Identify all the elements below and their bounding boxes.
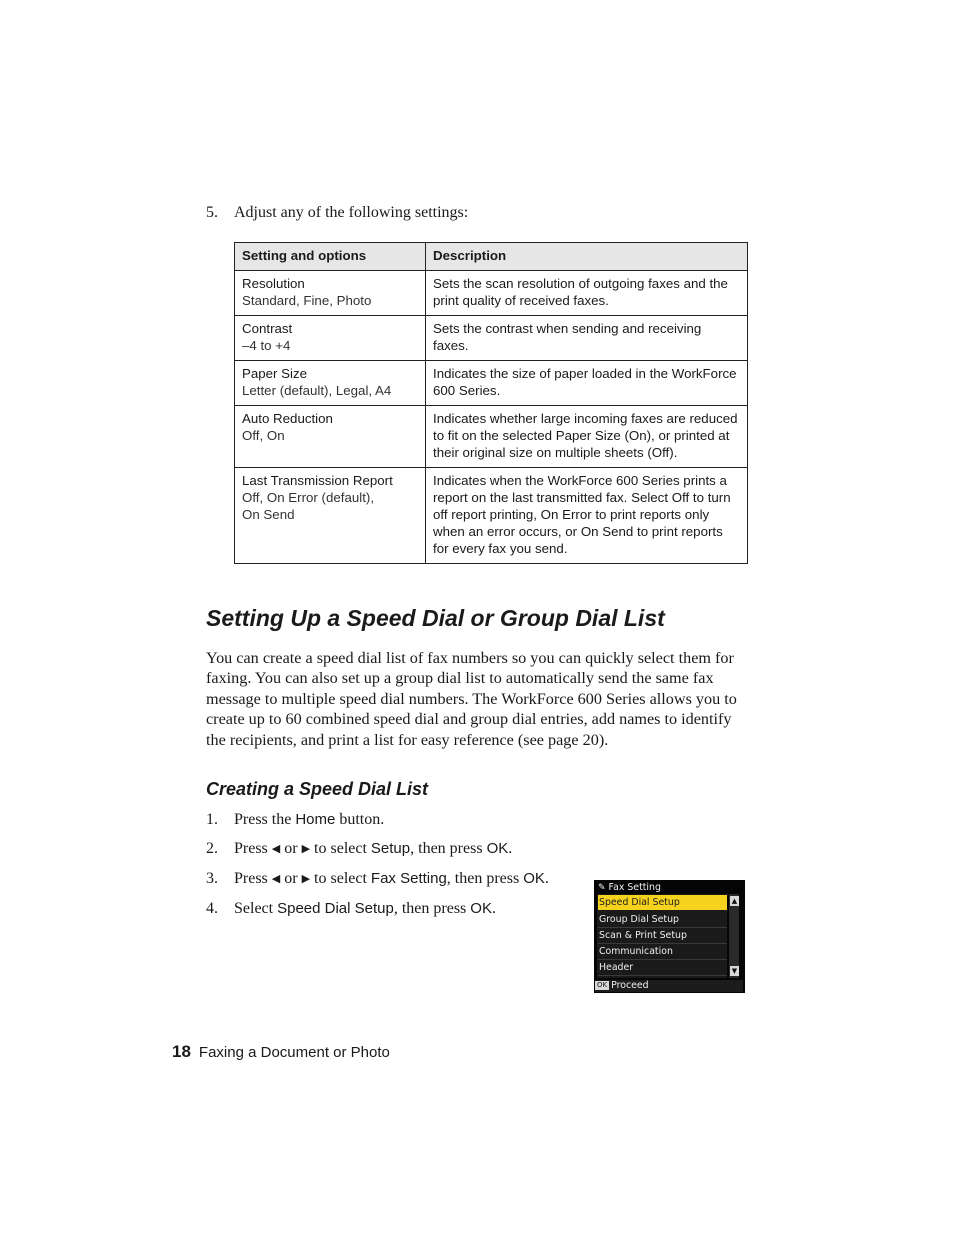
- description-cell: Sets the scan resolution of outgoing faxes and the print quality of received faxes.: [426, 271, 748, 316]
- option-term: On Send: [580, 524, 634, 539]
- setting-cell: [235, 316, 426, 361]
- right-arrow-icon: ▶: [301, 873, 311, 885]
- table-row: [235, 468, 748, 564]
- description-cell: Sets the contrast when sending and receiving faxes.: [426, 316, 748, 361]
- menu-name-fax-setting: Fax Setting: [370, 870, 447, 887]
- setting-options: Standard, Fine, Photo: [242, 293, 372, 308]
- description-cell: [426, 406, 748, 468]
- setting-name: Paper Size: [242, 366, 308, 381]
- step-text: to select: [310, 840, 371, 857]
- ok-button-icon[interactable]: OK: [597, 981, 608, 989]
- description-text: to turn off report printing,: [433, 490, 731, 522]
- option-term: Off: [651, 445, 670, 460]
- setting-options: Off, On: [242, 428, 285, 443]
- setting-name: Auto Reduction: [242, 411, 333, 426]
- step-2: [206, 840, 512, 858]
- button-name-ok: OK: [486, 840, 509, 857]
- step-number: 2.: [206, 840, 218, 857]
- option-term: On: [628, 428, 647, 443]
- step-text: or: [280, 870, 302, 887]
- step-1: [206, 811, 384, 829]
- button-name-ok: OK: [523, 870, 545, 887]
- lcd-menu-item-speed-dial-setup[interactable]: Speed Dial Setup: [598, 895, 727, 910]
- step-number: 4.: [206, 900, 218, 917]
- lcd-footer: [595, 980, 743, 992]
- setting-cell: [235, 271, 426, 316]
- setting-options: Letter (default), Legal, A4: [242, 383, 392, 398]
- settings-table: [234, 242, 748, 564]
- lcd-menu-item-scan-print-setup[interactable]: Scan & Print Setup: [598, 928, 727, 944]
- menu-name-setup: Setup: [370, 840, 411, 857]
- setting-cell: [235, 468, 426, 564]
- step-text: , then press: [393, 900, 471, 917]
- step-text: .: [508, 840, 513, 857]
- description-text: Indicates when the WorkForce 600 Series prints a report on the last transmitted fax. Select: [433, 473, 727, 505]
- lcd-action-label: Proceed: [611, 980, 649, 991]
- step-text: , then press: [446, 870, 524, 887]
- step-number: 1.: [206, 811, 218, 828]
- lcd-menu-item-header[interactable]: Header: [598, 960, 727, 976]
- lcd-scrollbar[interactable]: [729, 894, 739, 978]
- table-row: [235, 406, 748, 468]
- step-5: [206, 204, 468, 222]
- column-header-description: Description: [426, 243, 748, 271]
- scroll-up-arrow-icon[interactable]: ▲: [731, 897, 738, 905]
- step-number: 3.: [206, 870, 218, 887]
- footer-section-title: Faxing a Document or Photo: [198, 1044, 390, 1061]
- description-text: to print reports only when an error occurs, or: [433, 507, 710, 539]
- step-text: Press: [234, 840, 272, 857]
- step-4: [206, 900, 496, 918]
- lcd-title: Fax Setting: [608, 882, 661, 893]
- scroll-down-arrow-icon[interactable]: ▼: [731, 967, 738, 975]
- setting-options: On Send: [242, 507, 295, 522]
- description-cell: Indicates the size of paper loaded in the WorkForce 600 Series.: [426, 361, 748, 406]
- page-footer: [172, 1042, 390, 1062]
- wrench-icon: ✎: [598, 883, 606, 893]
- description-text: to print reports for every fax you send.: [433, 524, 723, 556]
- setting-options: –4 to +4: [242, 338, 291, 353]
- page-number: 18: [172, 1042, 191, 1061]
- step-text: .: [491, 900, 496, 917]
- lcd-menu-list: [597, 894, 727, 978]
- option-term: Off: [671, 490, 690, 505]
- step-text: Adjust any of the following settings:: [234, 204, 469, 221]
- left-arrow-icon: ◀: [271, 873, 281, 885]
- table-row: [235, 271, 748, 316]
- step-text: or: [280, 840, 302, 857]
- step-3: [206, 870, 549, 888]
- step-text: button.: [335, 811, 385, 828]
- step-text: .: [544, 870, 549, 887]
- section-heading: Setting Up a Speed Dial or Group Dial List: [206, 605, 665, 631]
- setting-cell: [235, 361, 426, 406]
- setting-name: Resolution: [242, 276, 305, 291]
- lcd-screen-image: [594, 880, 745, 993]
- menu-name-speed-dial-setup: Speed Dial Setup: [277, 900, 394, 917]
- step-number: 5.: [206, 204, 218, 221]
- intro-paragraph: You can create a speed dial list of fax numbers so you can quickly select them for faxing. You can also set up a group dial list to automatically send the same fax message to multiple speed dial numbers. The WorkForce 600 Series allows you to create up to 60 combined speed dial and group dial entries, add names to identify the recipients, and print a list for easy reference (see page 20).: [206, 649, 737, 749]
- setting-name: Contrast: [242, 321, 293, 336]
- step-text: Select: [234, 900, 278, 917]
- description-cell: [426, 468, 748, 564]
- description-text: Indicates whether large incoming faxes are reduced to fit on the selected Paper Size (: [433, 411, 738, 443]
- table-row: [235, 316, 748, 361]
- option-term: On Error: [540, 507, 592, 522]
- column-header-setting: Setting and options: [235, 243, 426, 271]
- button-name-ok: OK: [470, 900, 492, 917]
- step-text: , then press: [410, 840, 487, 857]
- lcd-header: [598, 881, 661, 894]
- setting-cell: [235, 406, 426, 468]
- setting-options: Off, On Error (default),: [242, 490, 375, 505]
- description-text: ), or printed at their original size on multiple sheets (: [433, 428, 730, 460]
- lcd-menu-item-group-dial-setup[interactable]: Group Dial Setup: [598, 912, 727, 928]
- description-text: ).: [669, 445, 678, 460]
- right-arrow-icon: ▶: [301, 843, 311, 855]
- step-text: Press: [234, 870, 272, 887]
- lcd-menu-item-communication[interactable]: Communication: [598, 944, 727, 960]
- table-header-row: [235, 243, 748, 271]
- step-text: Press the: [234, 811, 296, 828]
- subsection-heading: Creating a Speed Dial List: [206, 779, 429, 799]
- setting-name: Last Transmission Report: [242, 473, 393, 488]
- step-text: to select: [310, 870, 371, 887]
- button-name-home: Home: [295, 811, 336, 828]
- table-row: [235, 361, 748, 406]
- left-arrow-icon: ◀: [271, 843, 281, 855]
